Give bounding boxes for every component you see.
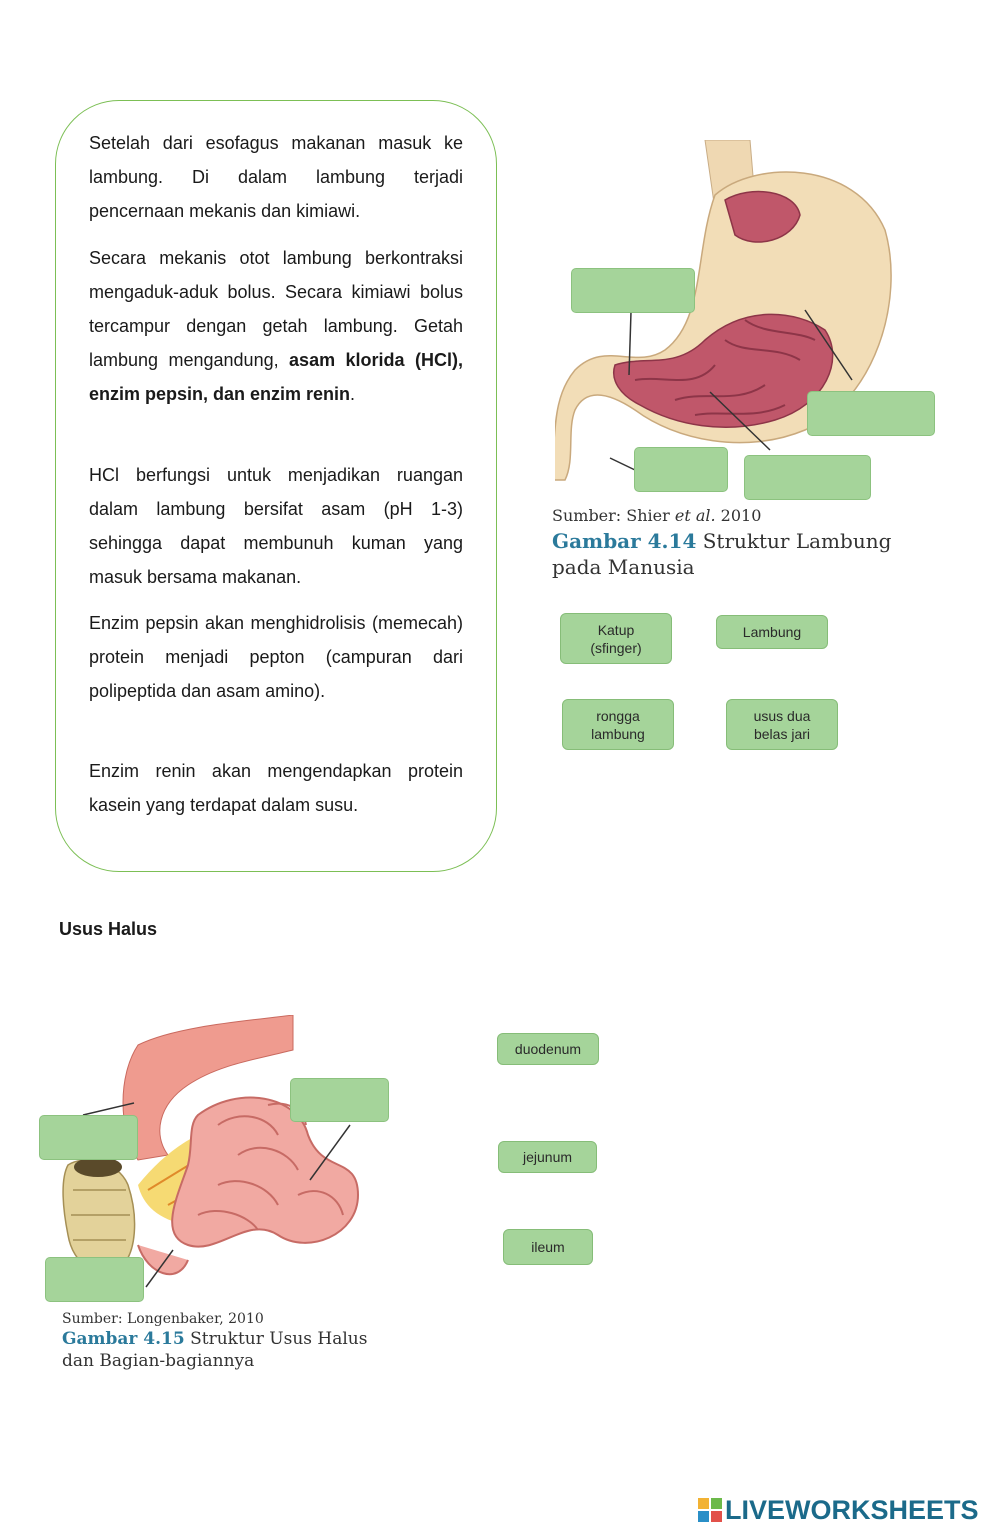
liveworksheets-mark-icon bbox=[698, 1498, 722, 1522]
stomach-dropzone-1[interactable] bbox=[571, 268, 695, 313]
stomach-source-suffix: 2010 bbox=[715, 506, 762, 525]
option-lambung[interactable]: Lambung bbox=[716, 615, 828, 649]
option-usus-dua-belas-jari[interactable]: usus dua belas jari bbox=[726, 699, 838, 750]
intestine-caption-number: Gambar 4.15 bbox=[62, 1329, 185, 1349]
option-jejunum[interactable]: jejunum bbox=[498, 1141, 597, 1173]
stomach-caption-line1: Struktur Lambung bbox=[696, 529, 892, 553]
option-duodenum[interactable]: duodenum bbox=[497, 1033, 599, 1065]
paragraph-hcl: HCl berfungsi untuk menjadikan ruangan dalam lambung bersifat asam (pH 1-3) sehingga dapat membunuh kuman yang masuk bersama makanan. bbox=[89, 465, 463, 587]
paragraph-mekanis-kimiawi bbox=[89, 241, 463, 411]
stomach-caption-line2: pada Manusia bbox=[552, 555, 695, 579]
liveworksheets-logo bbox=[698, 1493, 979, 1527]
option-rongga-lambung[interactable]: rongga lambung bbox=[562, 699, 674, 750]
intestine-dropzone-3[interactable] bbox=[45, 1257, 144, 1302]
paragraph-mekanis-bold: asam klorida (HCl), enzim pepsin, dan enzim renin bbox=[89, 350, 463, 404]
liveworksheets-wordmark: LIVEWORKSHEETS bbox=[725, 1494, 979, 1525]
intestine-caption-line1: Struktur Usus Halus bbox=[184, 1329, 368, 1349]
stomach-dropzone-2[interactable] bbox=[807, 391, 935, 436]
section-heading-usus-halus: Usus Halus bbox=[59, 919, 158, 939]
stomach-caption bbox=[552, 528, 891, 580]
intestine-caption-line2: dan Bagian-bagiannya bbox=[62, 1351, 255, 1371]
stomach-caption-number: Gambar 4.14 bbox=[552, 529, 697, 553]
stomach-source-prefix: Sumber: Shier bbox=[552, 506, 675, 525]
stomach-dropzone-3[interactable] bbox=[634, 447, 728, 492]
stomach-source-italic: et al. bbox=[674, 506, 716, 525]
intestine-dropzone-2[interactable] bbox=[39, 1115, 138, 1160]
intestine-source: Sumber: Longenbaker, 2010 bbox=[62, 1311, 264, 1327]
paragraph-renin: Enzim renin akan mengendapkan protein kasein yang terdapat dalam susu. bbox=[89, 761, 463, 815]
paragraph-mekanis-end: . bbox=[350, 384, 356, 404]
stomach-dropzone-4[interactable] bbox=[744, 455, 871, 500]
stomach-source bbox=[552, 506, 761, 525]
intestine-caption bbox=[62, 1328, 367, 1372]
option-ileum[interactable]: ileum bbox=[503, 1229, 593, 1265]
paragraph-pepsin: Enzim pepsin akan menghidrolisis (memecah) protein menjadi pepton (campuran dari polipeptida dan asam amino). bbox=[89, 613, 463, 701]
paragraph-esofagus: Setelah dari esofagus makanan masuk ke lambung. Di dalam lambung terjadi pencernaan mekanis dan kimiawi. bbox=[89, 133, 463, 221]
paragraph-mekanis-text: Secara mekanis otot lambung berkontraksi mengaduk-aduk bolus. Secara kimiawi bolus tercampur dengan getah lambung. Getah lambung mengandung, bbox=[89, 248, 463, 370]
intestine-dropzone-1[interactable] bbox=[290, 1078, 389, 1122]
option-katup-sfinger[interactable]: Katup (sfinger) bbox=[560, 613, 672, 664]
